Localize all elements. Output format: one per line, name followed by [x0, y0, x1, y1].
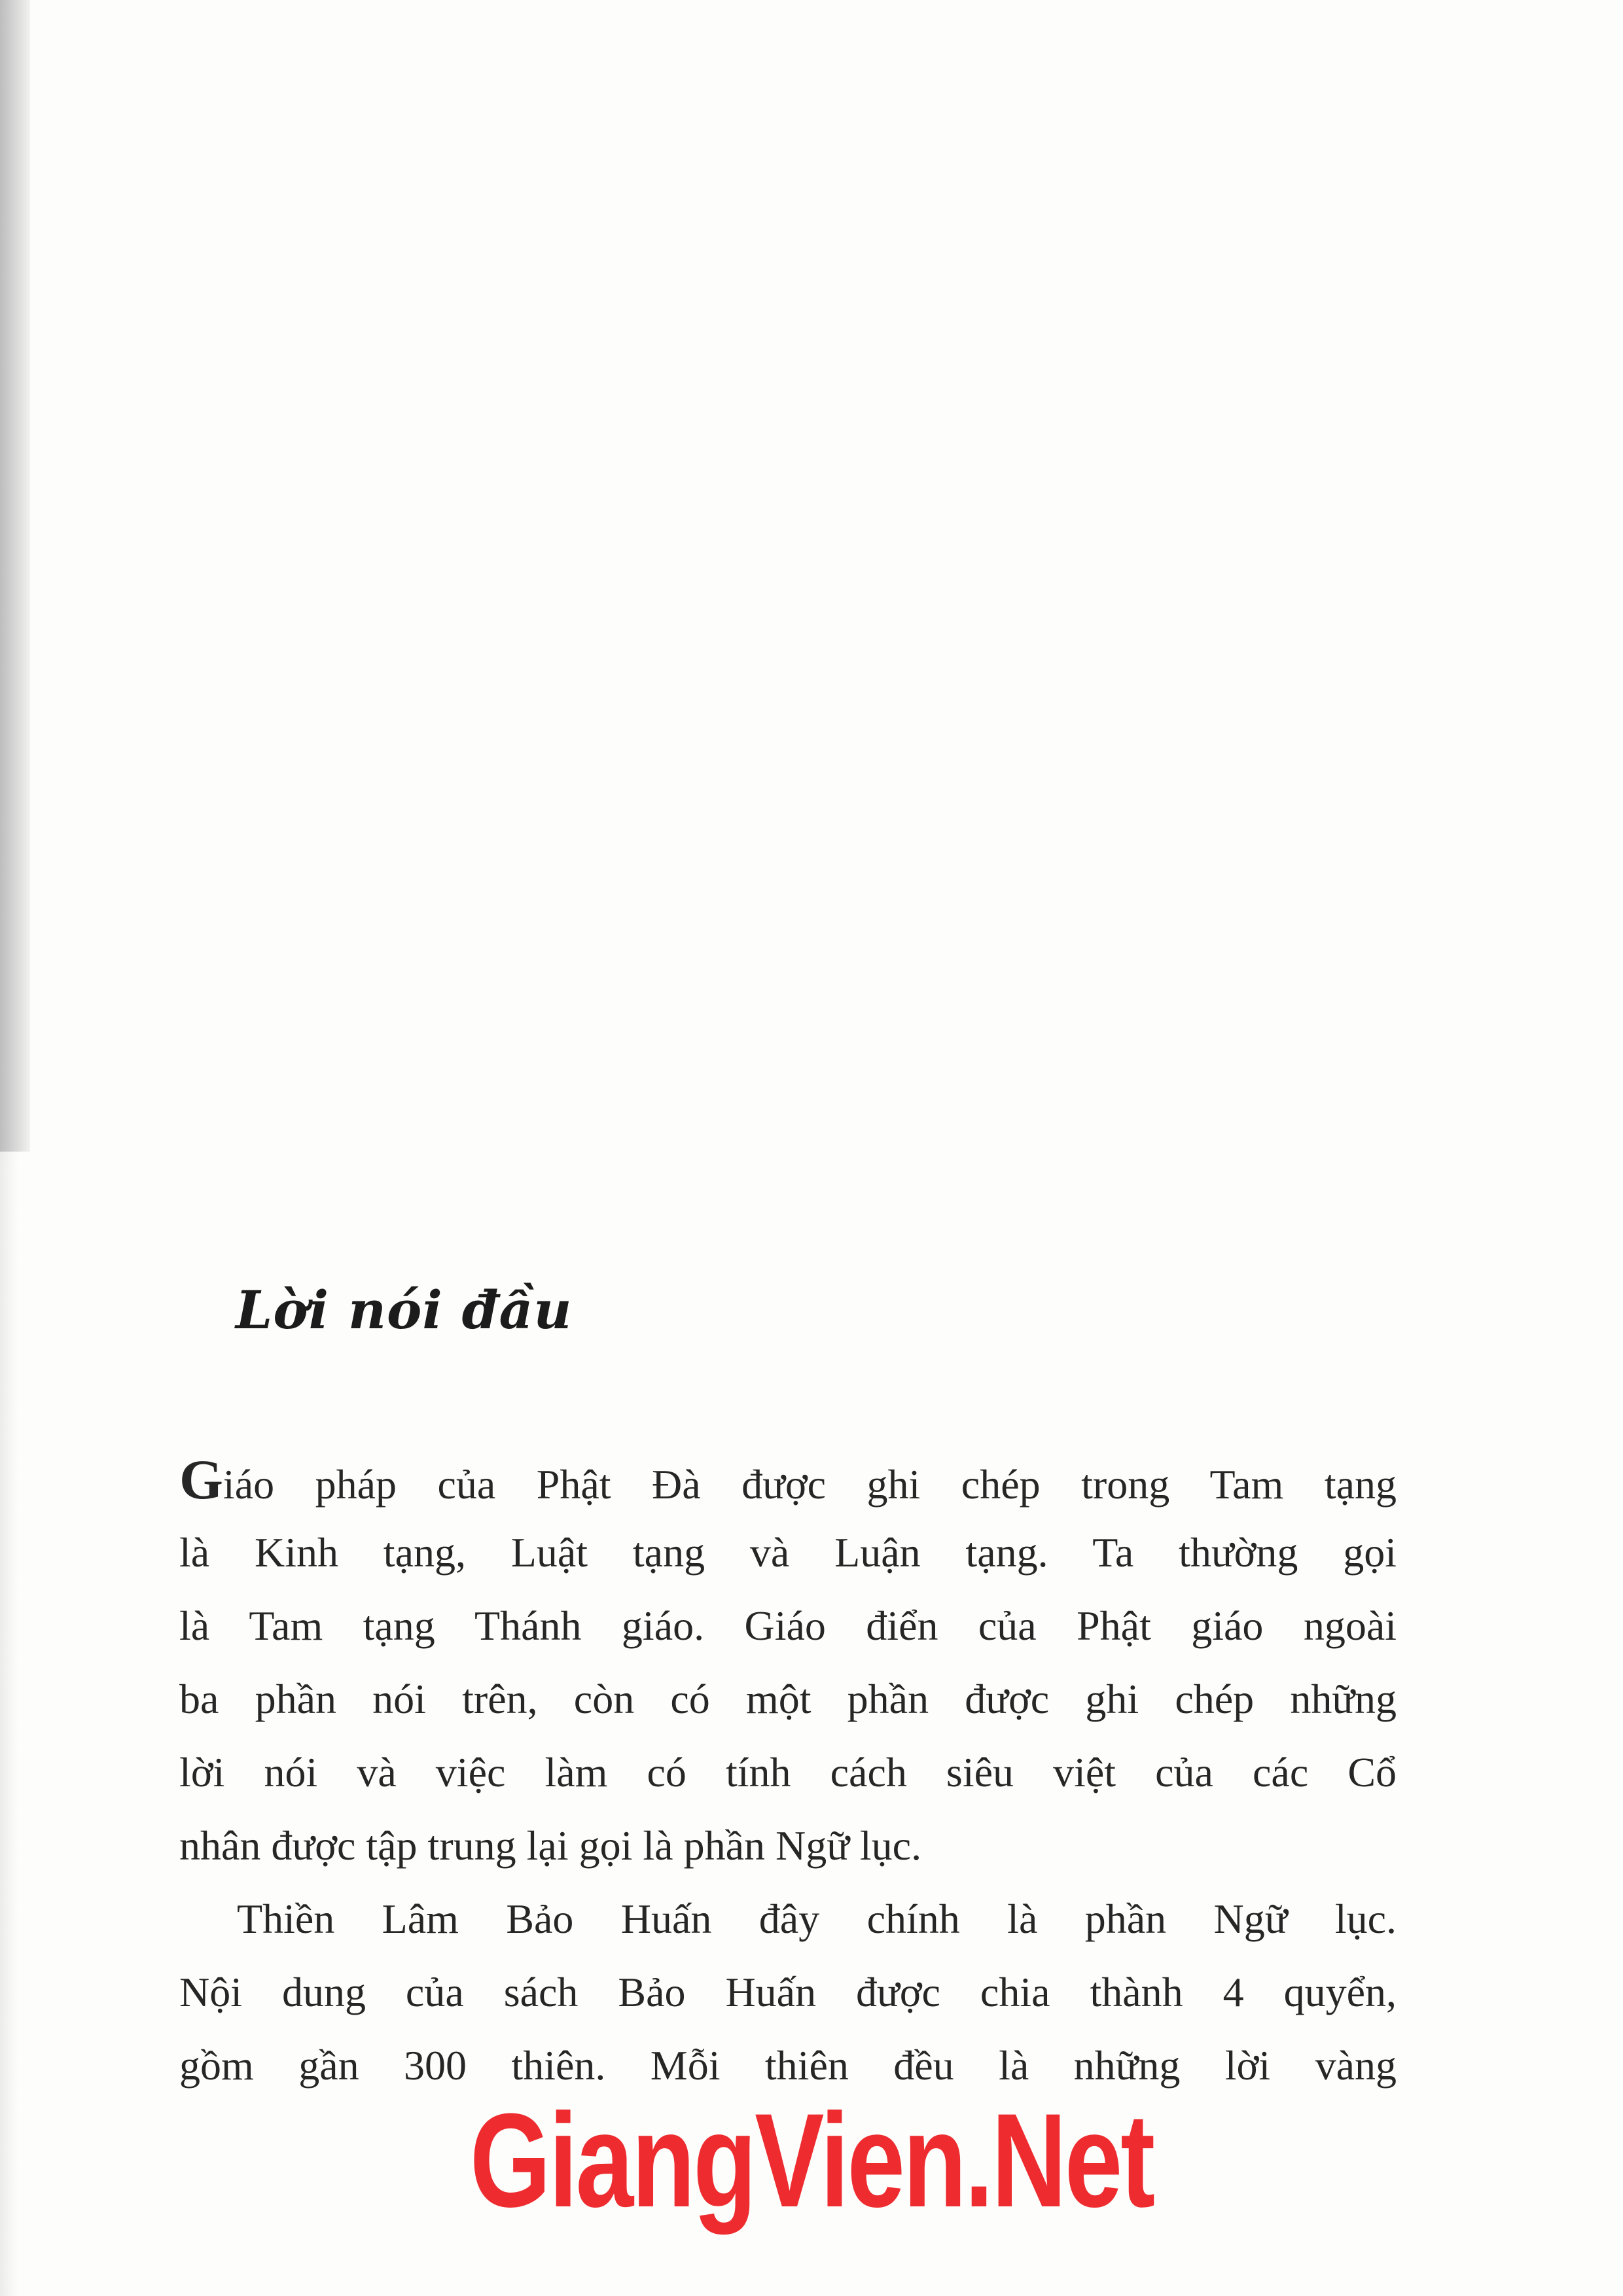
page-heading: Lời nói đầu [236, 1279, 573, 1341]
book-binding-shadow-lower [0, 1152, 18, 2296]
body-text [179, 1443, 1397, 2102]
paragraph-line: là Kinh tạng, Luật tạng và Luận tạng. Ta thường gọi [179, 1529, 1397, 1576]
paragraph-line: gồm gần 300 thiên. Mỗi thiên đều là những lời vàng [179, 2042, 1397, 2089]
paragraph-line: Giáo pháp của Phật Đà được ghi chép trong Tam tạng [179, 1448, 1397, 1511]
paragraph-line: nhân được tập trung lại gọi là phần Ngữ lục. [179, 1822, 922, 1869]
paragraph-line: ba phần nói trên, còn có một phần được ghi chép những [179, 1676, 1397, 1722]
paragraph-1 [179, 1443, 1397, 1882]
paragraph-line: Nội dung của sách Bảo Huấn được chia thành 4 quyển, [179, 1969, 1397, 2015]
drop-cap: G [179, 1448, 223, 1511]
paragraph-line: Thiền Lâm Bảo Huấn đây chính là phần Ngữ lục. [237, 1896, 1397, 1942]
paragraph-line: lời nói và việc làm có tính cách siêu việt của các Cổ [179, 1749, 1397, 1795]
watermark-logo: GiangVien.Net [469, 2086, 1154, 2235]
paragraph-line: là Tam tạng Thánh giáo. Giáo điển của Phật giáo ngoài [179, 1602, 1397, 1649]
book-binding-shadow [0, 0, 30, 1152]
paragraph-2 [179, 1882, 1397, 2102]
